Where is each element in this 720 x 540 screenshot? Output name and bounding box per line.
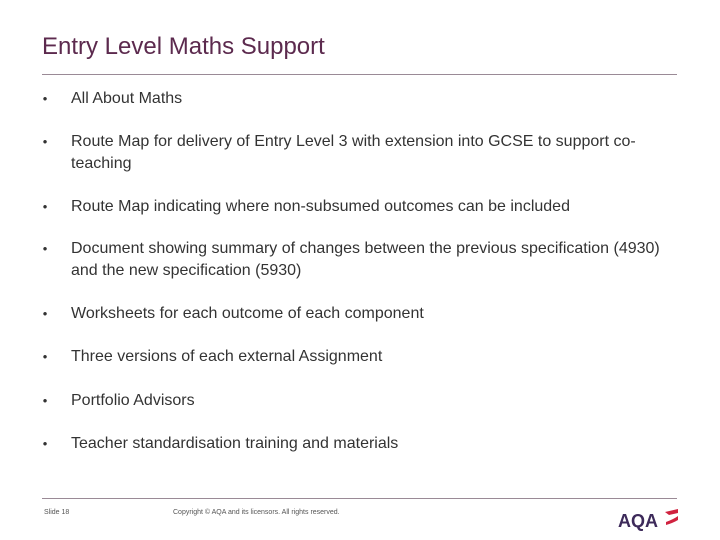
bullet-item [38,303,688,325]
copyright-notice: Copyright © AQA and its licensors. All rights reserved. [173,509,340,516]
bullet-item [38,196,688,218]
bullet-icon: • [42,349,48,364]
logo-swoosh-lower [666,516,678,525]
bullet-icon: • [42,199,48,214]
bullet-item [38,131,688,175]
slide-title: Entry Level Maths Support [42,33,325,60]
bullet-item [38,433,688,455]
bullet-item [38,390,688,412]
bullet-item [38,238,688,282]
bullet-text: Route Map for delivery of Entry Level 3 with extension into GCSE to support co-teaching [71,133,636,172]
bullet-icon: • [42,436,48,451]
bullet-icon: • [42,393,48,408]
bullet-icon: • [42,134,48,149]
title-divider [42,74,677,75]
aqa-logo [618,508,680,532]
bullet-text: Three versions of each external Assignment [71,348,383,365]
bullet-item [38,346,688,368]
bullet-icon: • [42,91,48,106]
bullet-text: Teacher standardisation training and materials [71,435,399,452]
aqa-logo-text: AQA [618,511,658,531]
logo-swoosh-upper [665,509,678,515]
bullet-icon: • [42,241,48,256]
bullet-text: All About Maths [71,90,183,107]
bullet-text: Portfolio Advisors [71,392,195,409]
slide-number: Slide 18 [44,509,70,516]
bullet-item [38,88,688,110]
bullet-text: Document showing summary of changes between the previous specification (4930) and the new specification (5930) [71,240,660,279]
bullet-icon: • [42,306,48,321]
bullet-text: Worksheets for each outcome of each component [71,305,424,322]
footer-divider [42,498,677,499]
bullet-text: Route Map indicating where non-subsumed outcomes can be included [71,198,570,215]
